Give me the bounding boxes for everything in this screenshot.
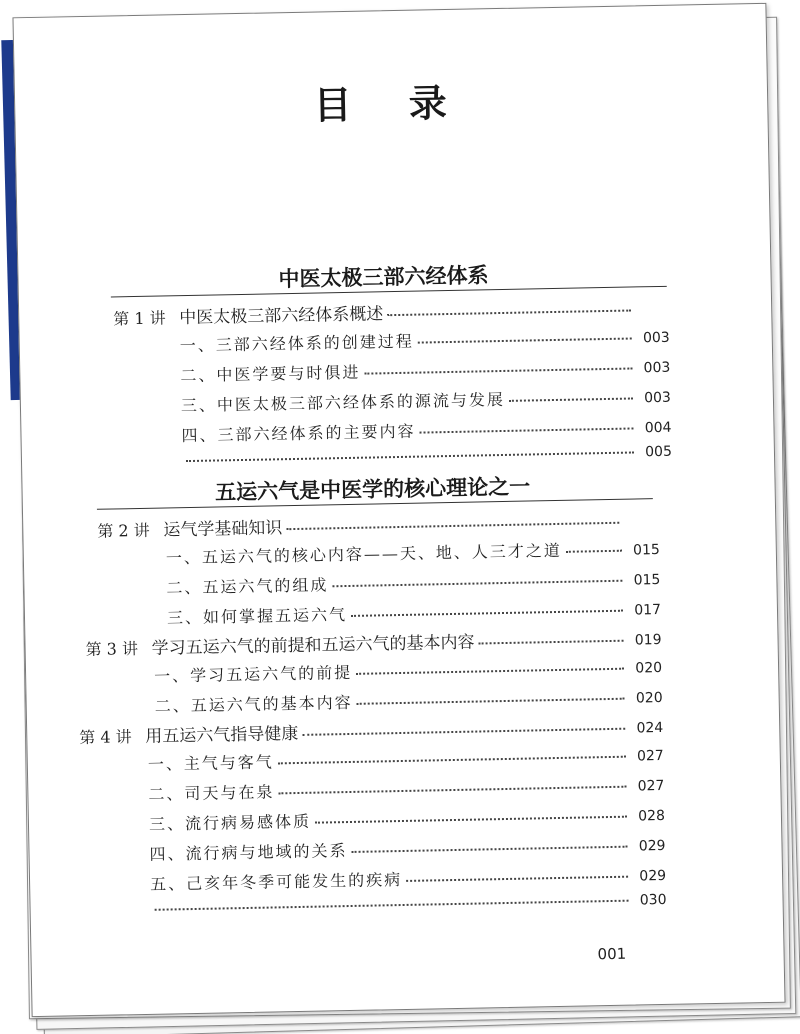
page-number: 003 (643, 359, 671, 377)
page-number: 020 (635, 659, 663, 677)
page-number: 003 (642, 329, 670, 347)
entry-text: 五、己亥年冬季可能发生的疾病 (149, 870, 403, 894)
entry-text: 四、三部六经体系的主要内容 (181, 421, 416, 446)
page-number: 029 (639, 867, 667, 885)
lecture-number: 第 1 讲 (113, 308, 166, 329)
entry-text: 用五运六气指导健康 (145, 723, 299, 747)
entry-text: 二、五运六气的组成 (166, 575, 329, 598)
toc-entry[interactable] (181, 414, 671, 446)
entry-text: 一、学习五运六气的前提 (153, 662, 353, 686)
page-folio: 001 (597, 944, 627, 964)
page-number: 024 (636, 719, 664, 737)
toc-entry[interactable] (154, 684, 662, 717)
lecture-number: 第 4 讲 (79, 727, 132, 748)
dot-leader (509, 397, 633, 401)
dot-leader (352, 846, 628, 853)
toc-entry[interactable] (166, 536, 660, 568)
toc-entry[interactable] (181, 384, 671, 416)
toc-entry-lecture[interactable] (97, 506, 657, 542)
page-number: 015 (632, 542, 660, 559)
page-number: 015 (633, 571, 661, 589)
page-number: 027 (636, 747, 664, 765)
toc-page (12, 3, 785, 1017)
page-number: 027 (637, 777, 665, 795)
page-number: 004 (644, 419, 672, 437)
toc-entry[interactable] (150, 862, 666, 895)
dot-leader (302, 728, 625, 736)
dot-leader (418, 338, 632, 344)
dot-leader (357, 698, 625, 705)
dot-leader (356, 668, 624, 675)
page-number: 005 (645, 443, 673, 461)
lecture-number: 第 3 讲 (85, 639, 139, 660)
page-number: 029 (638, 837, 666, 855)
toc-entry[interactable] (148, 772, 664, 805)
dot-leader (566, 550, 622, 553)
entry-text: 二、五运六气的基本内容 (154, 692, 353, 716)
toc-entry[interactable] (180, 324, 670, 356)
toc-entry[interactable] (166, 566, 660, 598)
dot-leader (406, 876, 628, 882)
dot-leader (420, 427, 634, 433)
entry-text: 一、三部六经体系的创建过程 (179, 331, 414, 356)
toc-entry[interactable] (167, 596, 661, 628)
page-number: 017 (634, 601, 662, 619)
page-number: 003 (644, 389, 672, 407)
page-number: 028 (638, 807, 666, 825)
section-heading: 五运六气是中医学的核心理论之一 (214, 474, 531, 505)
toc-entry[interactable] (148, 742, 664, 775)
dot-leader (155, 900, 629, 911)
page-number (635, 314, 669, 315)
dot-leader (186, 451, 634, 462)
entry-text: 三、流行病易感体质 (148, 811, 312, 834)
entry-text: 运气学基础知识 (163, 518, 283, 541)
lecture-number: 第 2 讲 (97, 520, 150, 541)
entry-text: 中医太极三部六经体系概述 (179, 304, 384, 329)
dot-leader (286, 522, 619, 530)
dot-leader (315, 816, 627, 824)
page-number: 020 (635, 689, 663, 707)
entry-text: 学习五运六气的前提和五运六气的基本内容 (151, 632, 475, 659)
entry-text: 二、司天与在泉 (148, 782, 275, 804)
page-number (623, 526, 657, 527)
entry-text: 三、如何掌握五运六气 (166, 605, 348, 628)
page-number: 030 (639, 891, 667, 909)
dot-leader (278, 756, 626, 765)
dot-leader (387, 310, 631, 317)
toc-entry[interactable] (150, 892, 666, 918)
toc-entry[interactable] (154, 654, 662, 687)
dot-leader (479, 640, 624, 645)
dot-leader (278, 786, 626, 795)
dot-leader (332, 580, 622, 588)
toc-entry[interactable] (149, 802, 665, 835)
entry-text: 三、中医太极三部六经体系的源流与发展 (180, 389, 506, 416)
entry-text: 四、流行病与地域的关系 (149, 841, 348, 864)
toc-entry-lecture[interactable] (113, 294, 669, 330)
page-title: 目 录 (313, 80, 470, 128)
entry-text: 一、主气与客气 (147, 752, 275, 774)
page-number: 019 (634, 631, 662, 649)
toc-entry[interactable] (149, 832, 665, 865)
toc-entry[interactable] (180, 354, 670, 386)
dot-leader (364, 367, 632, 374)
entry-text: 二、中医学要与时俱进 (180, 362, 361, 386)
section-heading: 中医太极三部六经体系 (278, 263, 489, 292)
entry-text: 一、五运六气的核心内容——天、地、人三才之道 (165, 540, 563, 568)
toc-entry[interactable] (182, 444, 672, 469)
dot-leader (351, 610, 623, 617)
